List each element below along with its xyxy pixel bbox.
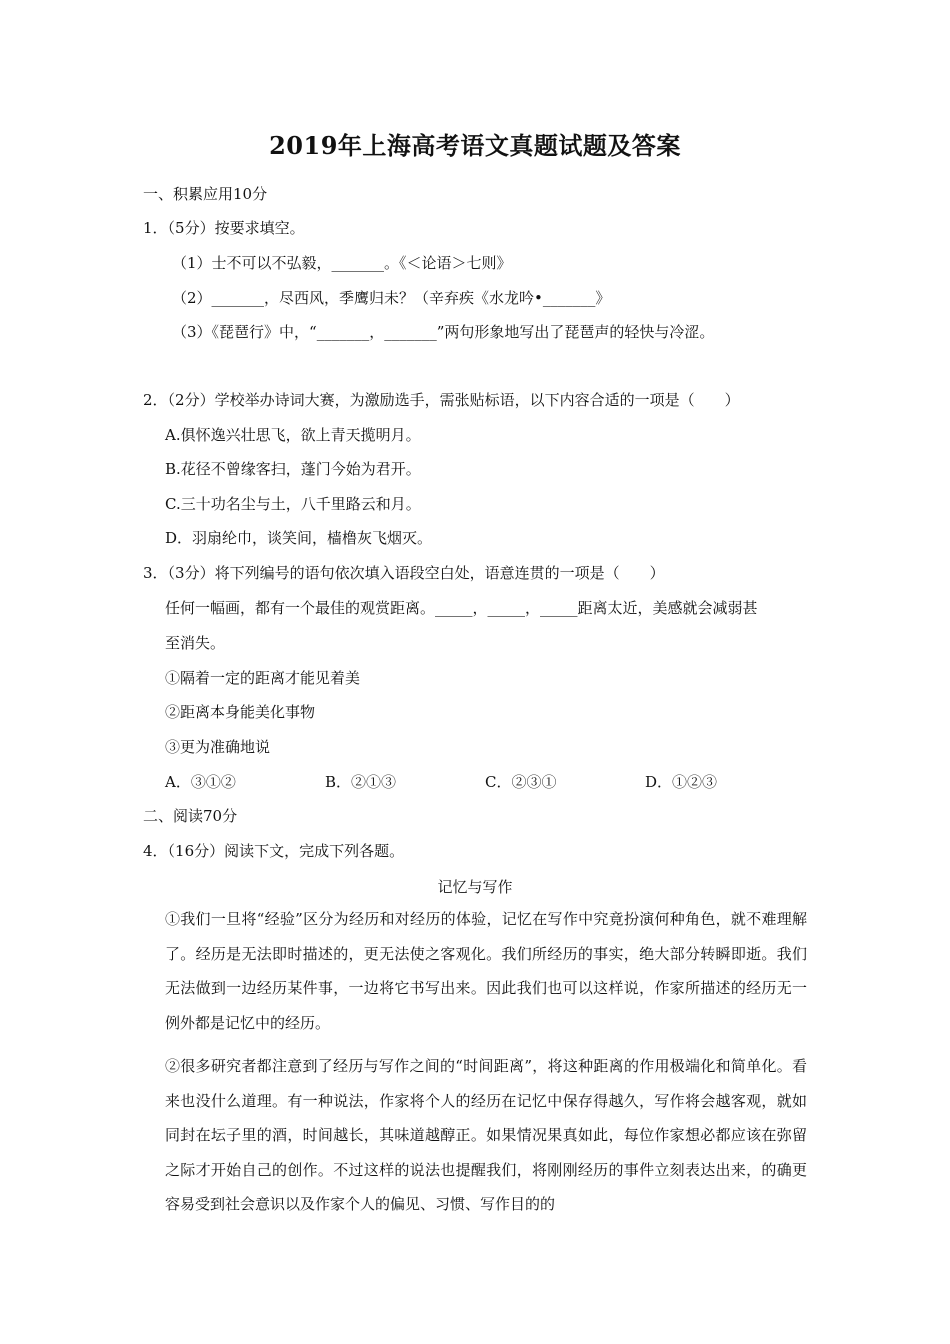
q1-item-2: （2）_______，尽西风，季鹰归未？（辛弃疾《水龙吟•_______》 [172, 289, 611, 307]
q3-stem: 3．（3分）将下列编号的语句依次填入语段空白处，语意连贯的一项是（ ） [143, 564, 665, 582]
q4-stem: 4．（16分）阅读下文，完成下列各题。 [143, 842, 405, 860]
article-paragraph-2: ②很多研究者都注意到了经历与写作之间的“时间距离”，将这种距离的作用极端化和简单化。看来也没什么道理。有一种说法，作家将个人的经历在记忆中保存得越久，写作将会越客观，就如同封在坛子里的酒，时间越长，其味道越醇正。如果情况果真如此，每位作家想必都应该在弥留之际才开始自己的创作。不过这样的说法也提醒我们，将刚刚经历的事件立刻表达出来，的确更容易受到社会意识以及作家个人的偏见、习惯、写作目的的 [165, 1057, 807, 1214]
q3-option-d: D．①②③ [645, 773, 718, 791]
q3-sentence-2: ②距离本身能美化事物 [165, 703, 316, 721]
q3-option-c: C．②③① [485, 773, 557, 791]
q2-stem: 2．（2分）学校举办诗词大赛，为激励选手，需张贴标语，以下内容合适的一项是（ ） [143, 391, 740, 409]
q3-option-b: B．②①③ [325, 773, 397, 791]
q2-option-d: D．羽扇纶巾，谈笑间，樯橹灰飞烟灭。 [165, 529, 433, 547]
q2-option-a: A.俱怀逸兴壮思飞，欲上青天揽明月。 [165, 426, 421, 444]
q1-stem: 1．（5分）按要求填空。 [143, 219, 305, 237]
article-title: 记忆与写作 [437, 878, 513, 896]
q2-option-b: B.花径不曾缘客扫，蓬门今始为君开。 [165, 460, 421, 478]
q3-sentence-3: ③更为准确地说 [165, 738, 271, 756]
q3-passage-line-2: 至消失。 [165, 634, 226, 652]
page-title: 2019年上海高考语文真题试题及答案 [269, 131, 681, 160]
q1-item-1: （1）士不可以不弘毅，_______。《＜论语＞七则》 [172, 254, 512, 272]
q3-option-a: A．③①② [165, 773, 236, 791]
q3-passage-line-1: 任何一幅画，都有一个最佳的观赏距离。_____，_____，_____距离太近，美感就会减弱甚 [165, 599, 758, 617]
q3-sentence-1: ①隔着一定的距离才能见着美 [165, 669, 361, 687]
section-heading-2: 二、阅读70分 [143, 807, 238, 825]
article-paragraph-1: ①我们一旦将“经验”区分为经历和对经历的体验，记忆在写作中究竟扮演何种角色，就不难理解了。经历是无法即时描述的，更无法使之客观化。我们所经历的事实，绝大部分转瞬即逝。我们无法做到一边经历某件事，一边将它书写出来。因此我们也可以这样说，作家所描述的经历无一例外都是记忆中的经历。 [165, 910, 807, 1032]
q1-item-3: （3）《琵琶行》中，“_______，_______”两句形象地写出了琵琶声的轻快与冷涩。 [172, 323, 715, 341]
section-heading-1: 一、积累应用10分 [143, 185, 268, 203]
q3-options [165, 772, 717, 792]
q2-option-c: C.三十功名尘与土，八千里路云和月。 [165, 495, 421, 513]
